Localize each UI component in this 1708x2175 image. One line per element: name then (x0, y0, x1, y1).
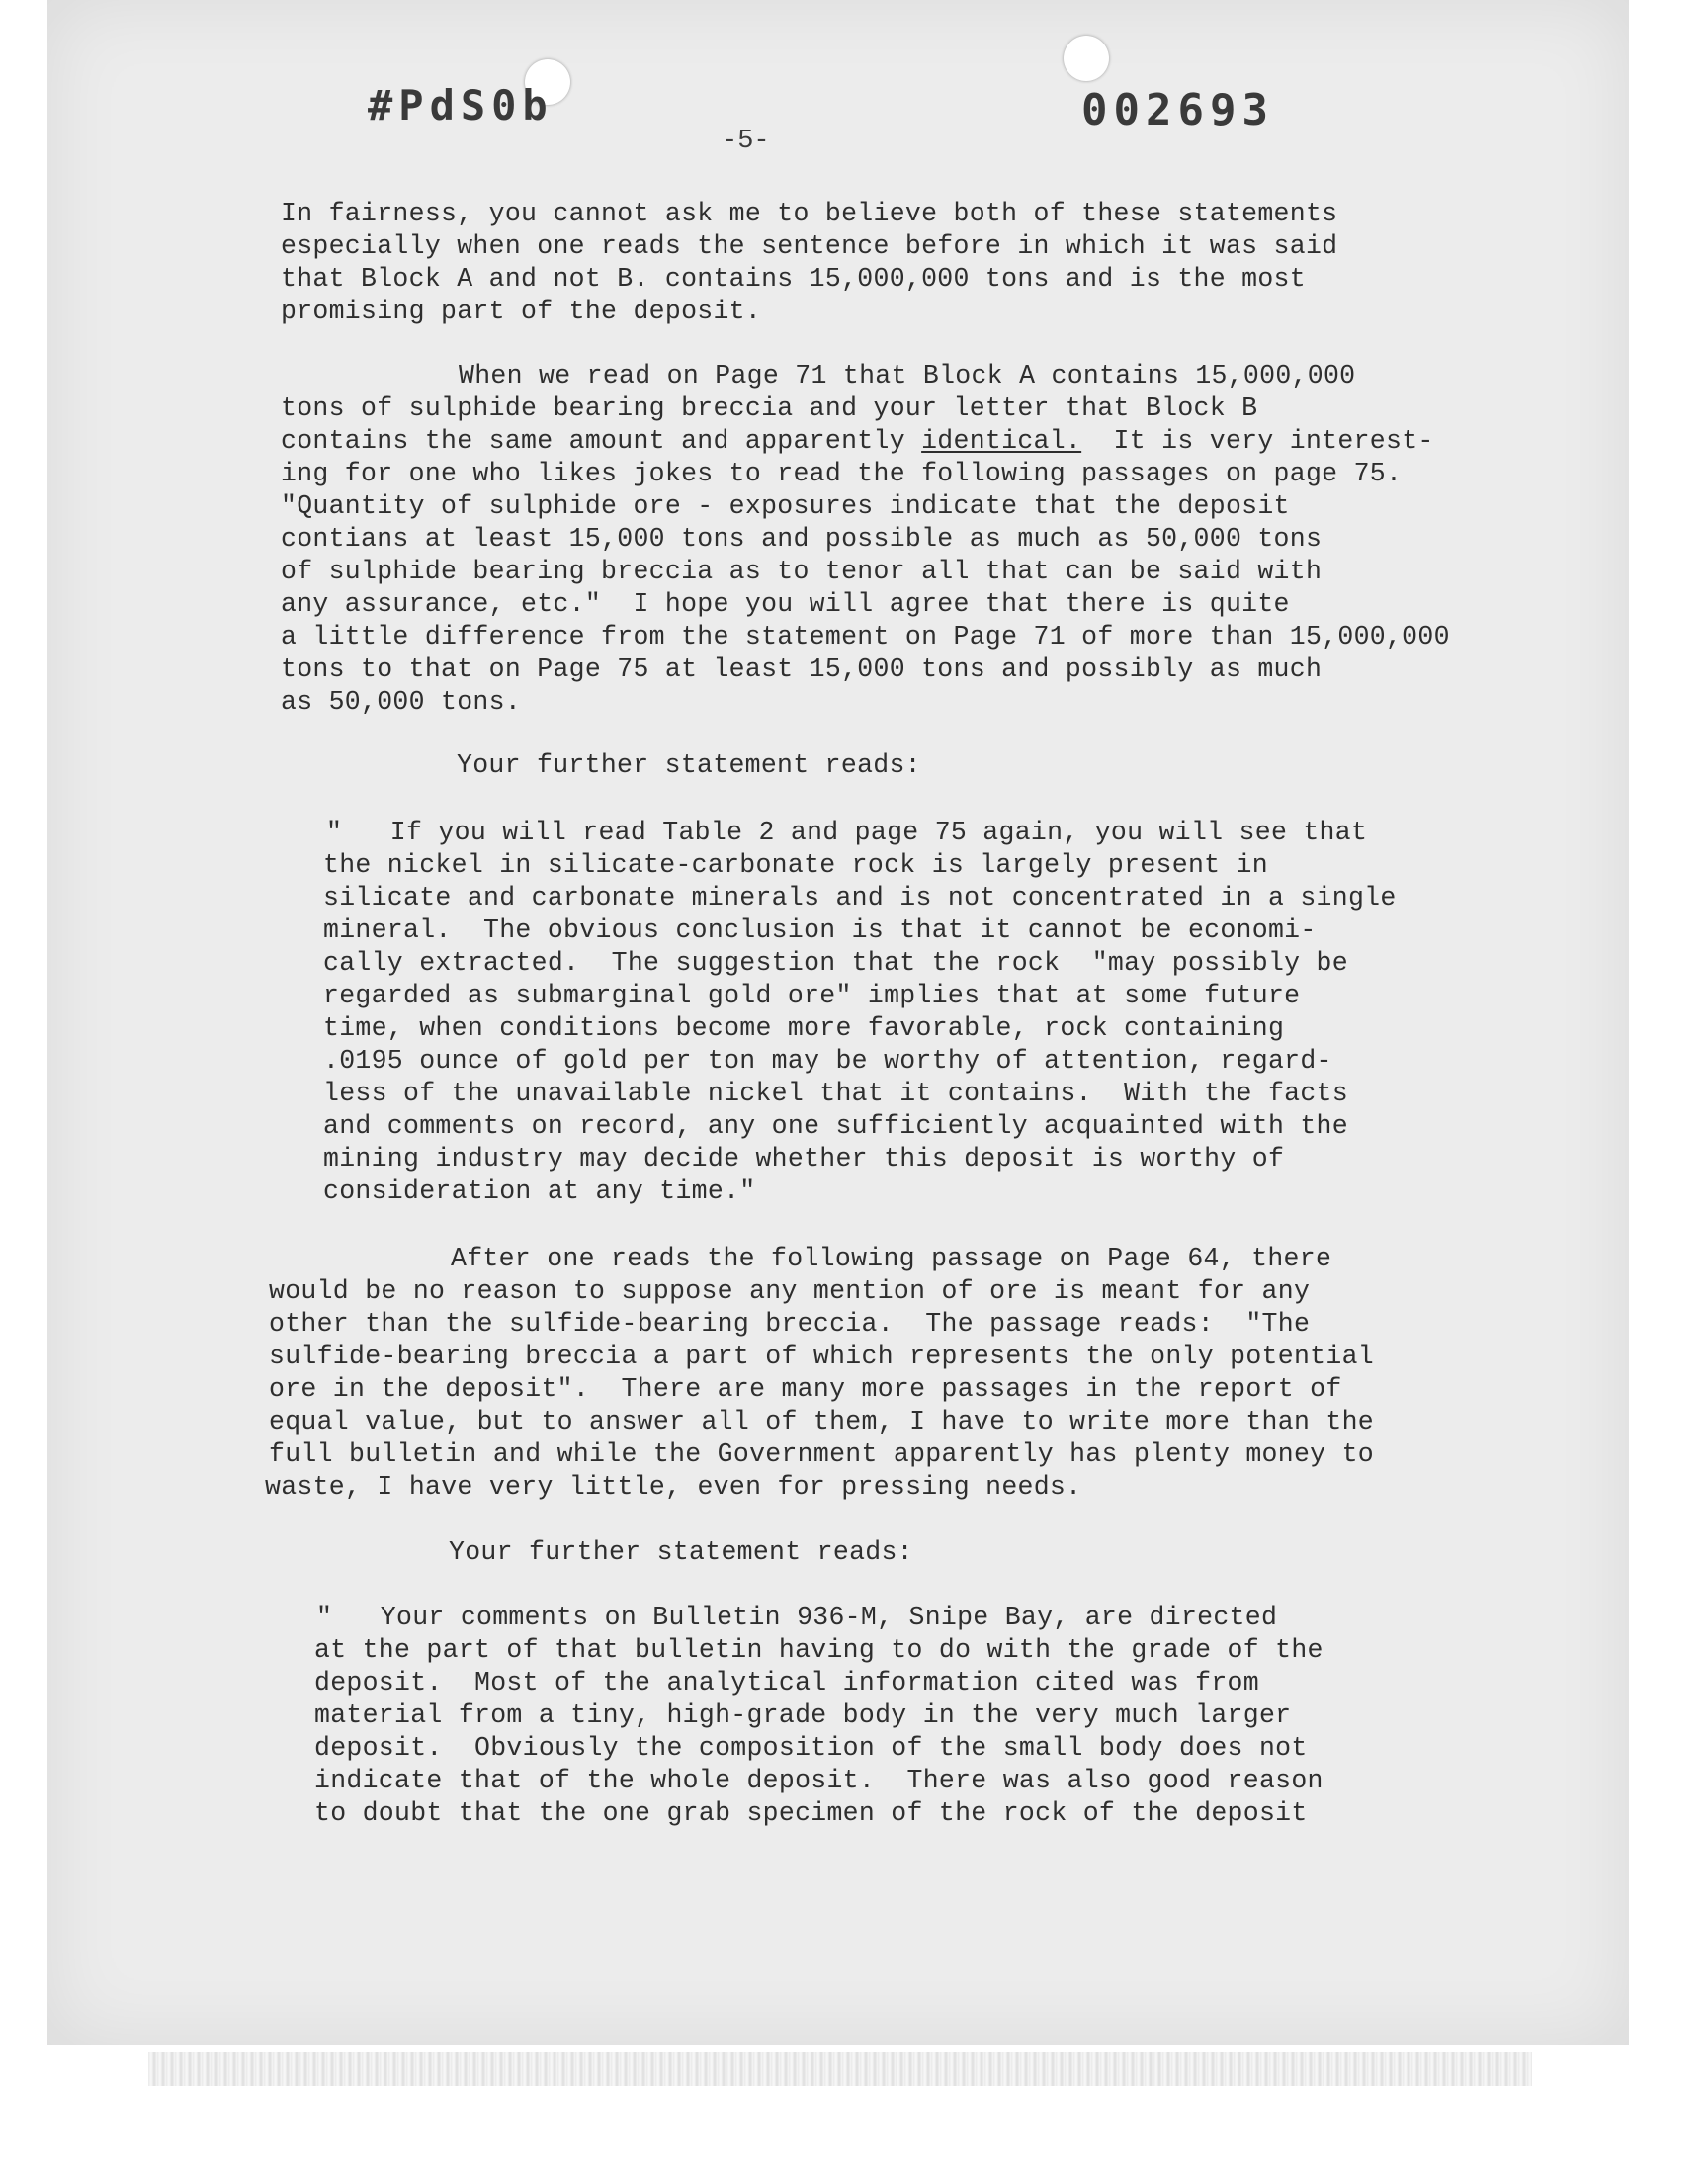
quote-2-line: deposit. Most of the analytical information cited was from (314, 1668, 1259, 1697)
paragraph-2-line: ing for one who likes jokes to read the following passages on page 75. (281, 459, 1403, 488)
quote-1-line: mineral. The obvious conclusion is that it cannot be economi- (323, 915, 1317, 945)
paragraph-2-line: a little difference from the statement on Page 71 of more than 15,000,000 (281, 622, 1450, 652)
quote-1-line: regarded as submarginal gold ore" implies that at some future (323, 981, 1301, 1010)
stamp-number-right: 002693 (1081, 85, 1274, 135)
page-number: -5- (722, 127, 770, 156)
paragraph-2-line: any assurance, etc." I hope you will agree that there is quite (281, 589, 1290, 619)
quote-1-line: less of the unavailable nickel that it contains. With the facts (323, 1079, 1348, 1108)
scan-edge-artifact (148, 2052, 1532, 2086)
line-text: contains the same amount and apparently (281, 426, 922, 456)
paragraph-2-line: of sulphide bearing breccia as to tenor all that can be said with (281, 557, 1323, 586)
line-text: It is very interest- (1081, 426, 1434, 456)
quote-1-line: .0195 ounce of gold per ton may be worthy of attention, regard- (323, 1046, 1332, 1076)
quote-1-line: the nickel in silicate-carbonate rock is largely present in (323, 850, 1268, 880)
quote-2-line: " Your comments on Bulletin 936-M, Snipe Bay, are directed (316, 1603, 1278, 1632)
quote-2-line: material from a tiny, high-grade body in the very much larger (314, 1700, 1292, 1730)
quote-1-line: mining industry may decide whether this deposit is worthy of (323, 1144, 1285, 1174)
paragraph-2-line (281, 425, 1434, 458)
paragraph-2-line: When we read on Page 71 that Block A contains 15,000,000 (459, 361, 1356, 391)
paragraph-2-line: tons to that on Page 75 at least 15,000 tons and possibly as much (281, 654, 1323, 684)
paragraph-2-line: as 50,000 tons. (281, 687, 522, 717)
quote-1-line: " If you will read Table 2 and page 75 again, you will see that (326, 818, 1368, 847)
paragraph-3-line: full bulletin and while the Government apparently has plenty money to (269, 1439, 1374, 1469)
quote-2-line: indicate that of the whole deposit. There was also good reason (314, 1766, 1324, 1795)
underlined-word: identical. (921, 426, 1082, 456)
paragraph-3-line: waste, I have very little, even for pressing needs. (265, 1472, 1082, 1502)
statement-heading: Your further statement reads: (457, 750, 921, 780)
quote-1-line: time, when conditions become more favorable, rock containing (323, 1013, 1285, 1043)
paragraph-3-line: would be no reason to suppose any mention of ore is meant for any (269, 1276, 1311, 1306)
quote-1-line: and comments on record, any one sufficiently acquainted with the (323, 1111, 1348, 1141)
paragraph-3-line: After one reads the following passage on Page 64, there (451, 1244, 1332, 1273)
paragraph-1-line: In fairness, you cannot ask me to believe both of these statements (281, 199, 1338, 228)
paragraph-3-line: other than the sulfide-bearing breccia. The passage reads: "The (269, 1309, 1311, 1339)
quote-1-line: cally extracted. The suggestion that the rock "may possibly be (323, 948, 1348, 978)
paragraph-2-line: contians at least 15,000 tons and possible as much as 50,000 tons (281, 524, 1323, 554)
statement-heading: Your further statement reads: (449, 1537, 913, 1567)
paragraph-1-line: promising part of the deposit. (281, 297, 762, 326)
quote-2-line: to doubt that the one grab specimen of the rock of the deposit (314, 1798, 1308, 1828)
quote-2-line: at the part of that bulletin having to do with the grade of the (314, 1635, 1324, 1665)
paragraph-1-line: especially when one reads the sentence before in which it was said (281, 231, 1338, 261)
stamp-number-left: #PdS0b (368, 81, 554, 130)
paragraph-3-line: ore in the deposit". There are many more passages in the report of (269, 1374, 1342, 1404)
quote-1-line: consideration at any time." (323, 1176, 756, 1206)
quote-2-line: deposit. Obviously the composition of the small body does not (314, 1733, 1308, 1763)
paragraph-2-line: tons of sulphide bearing breccia and your letter that Block B (281, 393, 1258, 423)
quote-1-line: silicate and carbonate minerals and is not concentrated in a single (323, 883, 1397, 913)
paragraph-3-line: equal value, but to answer all of them, I have to write more than the (269, 1407, 1374, 1436)
punch-hole-right (1064, 36, 1109, 81)
paragraph-2-line: "Quantity of sulphide ore - exposures indicate that the deposit (281, 491, 1290, 521)
paragraph-1-line: that Block A and not B. contains 15,000,000 tons and is the most (281, 264, 1306, 294)
paragraph-3-line: sulfide-bearing breccia a part of which represents the only potential (269, 1342, 1374, 1371)
